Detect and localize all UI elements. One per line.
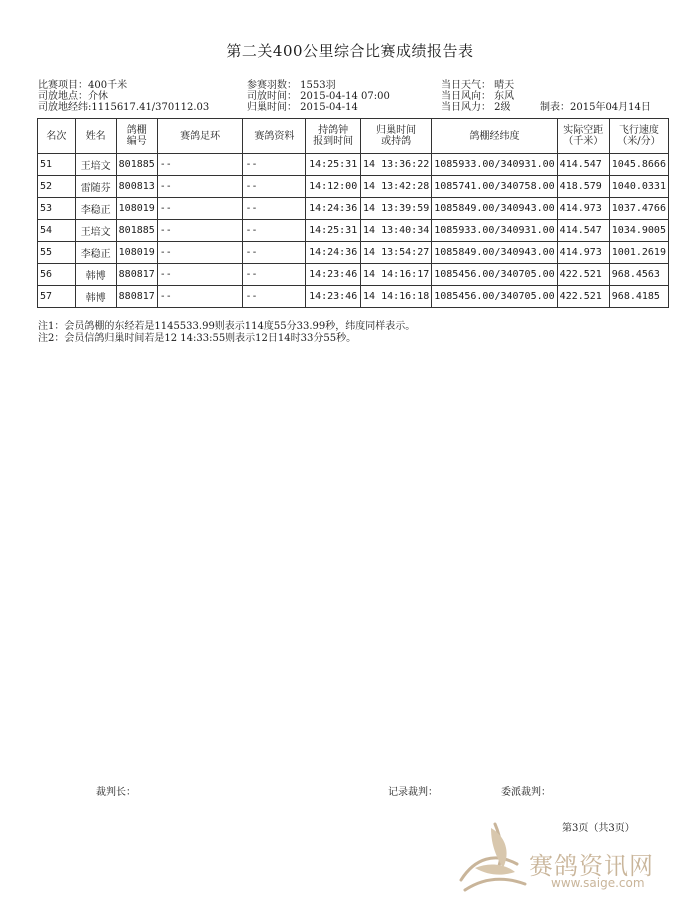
- cell-rank: 55: [38, 242, 76, 264]
- meta-event: 比赛项目：400千米: [38, 80, 128, 91]
- col-header-name: 姓名: [75, 119, 116, 154]
- cell-rank: 54: [38, 220, 76, 242]
- col-header-info: 赛鸽资料: [243, 119, 306, 154]
- signature-delegate-judge: 委派裁判：: [501, 787, 551, 798]
- cell-return-time: 14 13:54:27: [361, 242, 432, 264]
- col-header-distance: 实际空距 （千米）: [557, 119, 609, 154]
- cell-loft-id: 801885: [116, 220, 157, 242]
- cell-clock-time: 14:12:00: [306, 176, 361, 198]
- table-row: [38, 198, 669, 220]
- watermark-site-url: www.saige.com: [551, 876, 645, 890]
- meta-return-date: 归巢时间： 2015-04-14: [247, 102, 358, 113]
- col-header-coords: 鸽棚经纬度: [432, 119, 557, 154]
- cell-loft-id: 800813: [116, 176, 157, 198]
- cell-distance: 418.579: [557, 176, 609, 198]
- cell-ring: --: [157, 264, 243, 286]
- cell-return-time: 14 13:40:34: [361, 220, 432, 242]
- signature-chief-judge: 裁判长：: [96, 787, 136, 798]
- cell-return-time: 14 13:39:59: [361, 198, 432, 220]
- cell-distance: 422.521: [557, 286, 609, 308]
- cell-rank: 52: [38, 176, 76, 198]
- cell-name: 王培文: [75, 154, 116, 176]
- table-row: [38, 286, 669, 308]
- col-header-speed: 飞行速度 （米/分）: [609, 119, 668, 154]
- cell-speed: 1037.4766: [609, 198, 668, 220]
- cell-loft-id: 108019: [116, 198, 157, 220]
- cell-clock-time: 14:23:46: [306, 286, 361, 308]
- cell-clock-time: 14:24:36: [306, 198, 361, 220]
- page-number: 第3页（共3页）: [562, 823, 635, 834]
- col-header-rank: 名次: [38, 119, 76, 154]
- meta-col-1: [38, 80, 209, 113]
- cell-name: 雷随芬: [75, 176, 116, 198]
- cell-distance: 414.547: [557, 220, 609, 242]
- meta-wind-direction: 当日风向： 东风: [441, 91, 515, 102]
- table-row: [38, 220, 669, 242]
- cell-distance: 414.973: [557, 242, 609, 264]
- footnote-1: 注1：会员鸽棚的东经若是1145533.99则表示114度55分33.99秒，纬度同样表示。: [38, 321, 416, 332]
- meta-col-2: [247, 80, 390, 113]
- col-header-loft-id: 鸽棚 编号: [116, 119, 157, 154]
- cell-ring: --: [157, 220, 243, 242]
- table-row: [38, 264, 669, 286]
- cell-info: --: [243, 176, 306, 198]
- table-row: [38, 176, 669, 198]
- cell-ring: --: [157, 286, 243, 308]
- cell-clock-time: 14:25:31: [306, 220, 361, 242]
- meta-col-3: [441, 80, 514, 113]
- table-row: [38, 154, 669, 176]
- cell-coords: 1085741.00/340758.00: [432, 176, 557, 198]
- cell-rank: 53: [38, 198, 76, 220]
- watermark-site-name: 赛鸽资讯网: [529, 852, 654, 880]
- cell-coords: 1085456.00/340705.00: [432, 264, 557, 286]
- meta-release-time: 司放时间： 2015-04-14 07:00: [247, 91, 390, 102]
- cell-return-time: 14 14:16:17: [361, 264, 432, 286]
- cell-rank: 51: [38, 154, 76, 176]
- col-header-ring: 赛鸽足环: [157, 119, 243, 154]
- pigeon-logo-icon: [455, 818, 535, 904]
- cell-loft-id: 880817: [116, 264, 157, 286]
- cell-rank: 56: [38, 264, 76, 286]
- cell-info: --: [243, 154, 306, 176]
- cell-info: --: [243, 220, 306, 242]
- cell-ring: --: [157, 242, 243, 264]
- cell-ring: --: [157, 176, 243, 198]
- cell-coords: 1085849.00/340943.00: [432, 198, 557, 220]
- cell-distance: 414.973: [557, 198, 609, 220]
- cell-info: --: [243, 286, 306, 308]
- cell-rank: 57: [38, 286, 76, 308]
- cell-return-time: 14 13:42:28: [361, 176, 432, 198]
- cell-loft-id: 880817: [116, 286, 157, 308]
- cell-name: 韩博: [75, 286, 116, 308]
- meta-wind-force: 当日风力： 2级: [441, 102, 511, 113]
- cell-speed: 1001.2619: [609, 242, 668, 264]
- cell-loft-id: 108019: [116, 242, 157, 264]
- cell-name: 李稳正: [75, 198, 116, 220]
- cell-coords: 1085933.00/340931.00: [432, 220, 557, 242]
- cell-return-time: 14 14:16:18: [361, 286, 432, 308]
- cell-clock-time: 14:24:36: [306, 242, 361, 264]
- cell-name: 韩博: [75, 264, 116, 286]
- cell-name: 李稳正: [75, 242, 116, 264]
- cell-coords: 1085849.00/340943.00: [432, 242, 557, 264]
- table-row: [38, 242, 669, 264]
- cell-clock-time: 14:25:31: [306, 154, 361, 176]
- report-title: 第二关400公里综合比赛成绩报告表: [226, 42, 474, 60]
- table-header-row: [38, 119, 669, 154]
- meta-weather: 当日天气： 晴天: [441, 80, 515, 91]
- meta-release-site: 司放地点：介休: [38, 91, 108, 102]
- cell-clock-time: 14:23:46: [306, 264, 361, 286]
- signature-recorder-judge: 记录裁判：: [388, 787, 438, 798]
- cell-return-time: 14 13:36:22: [361, 154, 432, 176]
- meta-made-date: 制表：2015年04月14日: [540, 102, 651, 113]
- cell-distance: 422.521: [557, 264, 609, 286]
- meta-release-coords: 司放地经纬:1115617.41/370112.03: [38, 102, 210, 113]
- cell-coords: 1085933.00/340931.00: [432, 154, 557, 176]
- footnotes: [38, 321, 415, 345]
- cell-speed: 1045.8666: [609, 154, 668, 176]
- cell-ring: --: [157, 154, 243, 176]
- cell-loft-id: 801885: [116, 154, 157, 176]
- cell-speed: 1034.9005: [609, 220, 668, 242]
- cell-ring: --: [157, 198, 243, 220]
- cell-name: 王培文: [75, 220, 116, 242]
- cell-speed: 1040.0331: [609, 176, 668, 198]
- footnote-2: 注2：会员信鸽归巢时间若是12 14:33:55则表示12日14时33分55秒。: [38, 333, 357, 344]
- cell-info: --: [243, 242, 306, 264]
- cell-speed: 968.4185: [609, 286, 668, 308]
- site-watermark: [455, 818, 700, 906]
- results-table: [37, 118, 669, 308]
- col-header-return-time: 归巢时间 或持鸽: [361, 119, 432, 154]
- meta-entries: 参赛羽数： 1553羽: [247, 80, 336, 91]
- cell-coords: 1085456.00/340705.00: [432, 286, 557, 308]
- cell-info: --: [243, 198, 306, 220]
- cell-info: --: [243, 264, 306, 286]
- cell-distance: 414.547: [557, 154, 609, 176]
- col-header-clock-time: 持鸽钟 报到时间: [306, 119, 361, 154]
- cell-speed: 968.4563: [609, 264, 668, 286]
